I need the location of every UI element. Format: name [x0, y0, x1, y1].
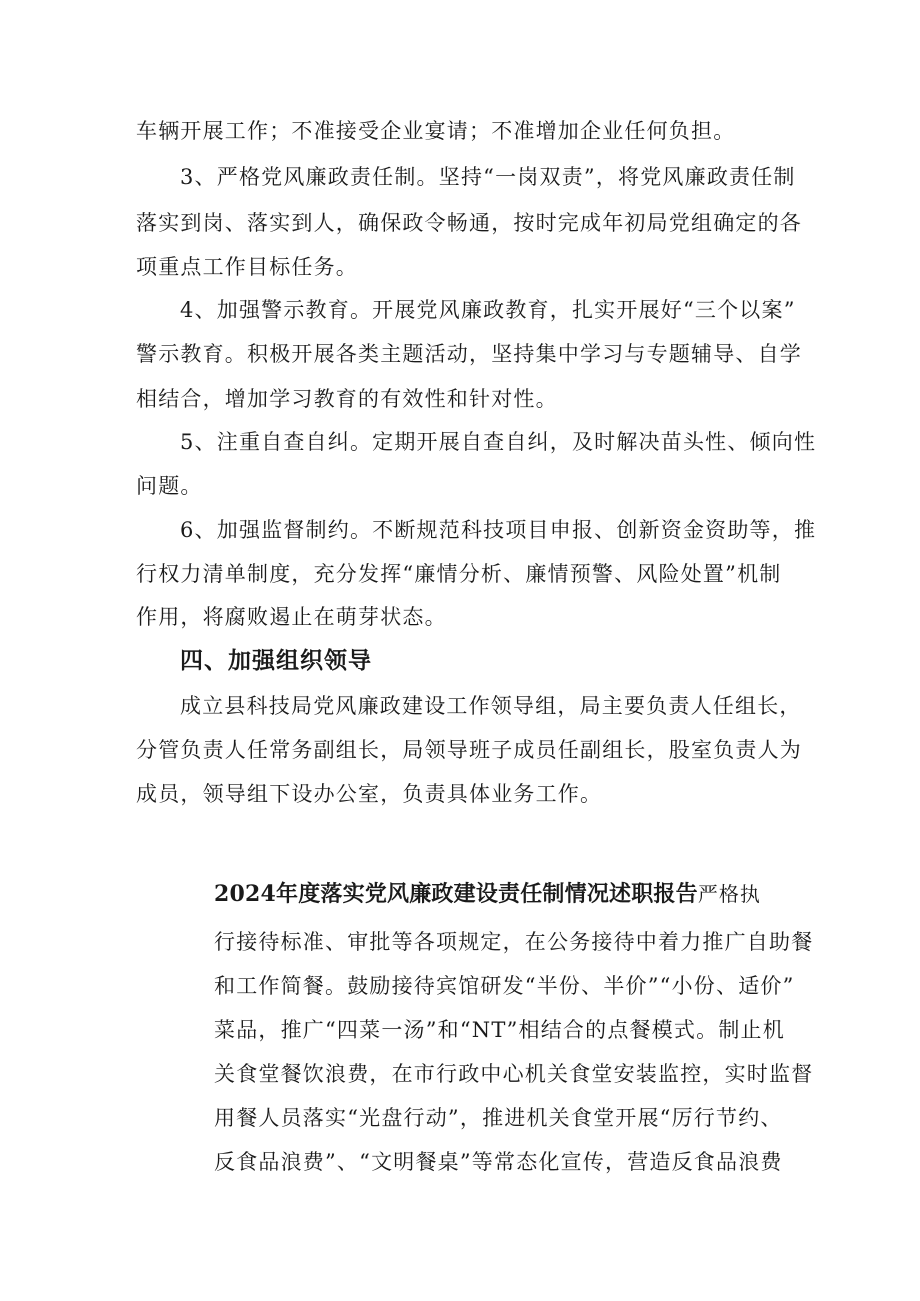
body-line: 问题。: [136, 474, 203, 498]
report-line: 反食品浪费”、“文明餐桌”等常态化宣传，营造反食品浪费: [214, 1150, 783, 1174]
body-line: 行权力清单制度，充分发挥“廉情分析、廉情预警、风险处置”机制: [136, 562, 782, 586]
body-line: 落实到岗、落实到人，确保政令畅通，按时完成年初局党组确定的各: [136, 211, 802, 235]
report-line: 用餐人员落实“光盘行动”，推进机关食堂开展“厉行节约、: [214, 1106, 783, 1130]
report-line: 和工作简餐。鼓励接待宾馆研发“半份、半价”“小份、适价”: [214, 974, 795, 998]
body-line: 4、加强警示教育。开展党风廉政教育，扎实开展好“三个以案”: [180, 298, 796, 322]
body-line: 相结合，增加学习教育的有效性和针对性。: [136, 387, 558, 411]
body-line: 成员，领导组下设办公室，负责具体业务工作。: [136, 782, 603, 806]
report-line: 行接待标准、审批等各项规定，在公务接待中着力推广自助餐: [214, 930, 814, 954]
report-title-tail: 严格执: [697, 882, 761, 906]
report-line: 菜品，推广“四菜一汤”和“NT”相结合的点餐模式。制止机: [214, 1018, 785, 1042]
body-line: 车辆开展工作；不准接受企业宴请；不准增加企业任何负担。: [136, 119, 736, 143]
body-line: 作用，将腐败遏止在萌芽状态。: [136, 605, 447, 629]
body-line: 6、加强监督制约。不断规范科技项目申报、创新资金资助等，推: [180, 518, 817, 542]
report-title: [214, 879, 761, 909]
report-line: 关食堂餐饮浪费，在市行政中心机关食堂安装监控，实时监督: [214, 1062, 814, 1086]
section-heading: 四、加强组织领导: [180, 648, 372, 674]
body-line: 项重点工作目标任务。: [136, 255, 358, 279]
body-line: 5、注重自查自纠。定期开展自查自纠，及时解决苗头性、倾向性: [180, 430, 817, 454]
body-line: 警示教育。积极开展各类主题活动，坚持集中学习与专题辅导、自学: [136, 342, 802, 366]
body-line: 分管负责人任常务副组长，局领导班子成员任副组长，股室负责人为: [136, 738, 802, 762]
body-line: 成立县科技局党风廉政建设工作领导组，局主要负责人任组长，: [180, 694, 802, 718]
report-title-text: 2024年度落实党风廉政建设责任制情况述职报告: [214, 881, 698, 907]
body-line: 3、严格党风廉政责任制。坚持“一岗双责”，将党风廉政责任制: [180, 165, 796, 189]
